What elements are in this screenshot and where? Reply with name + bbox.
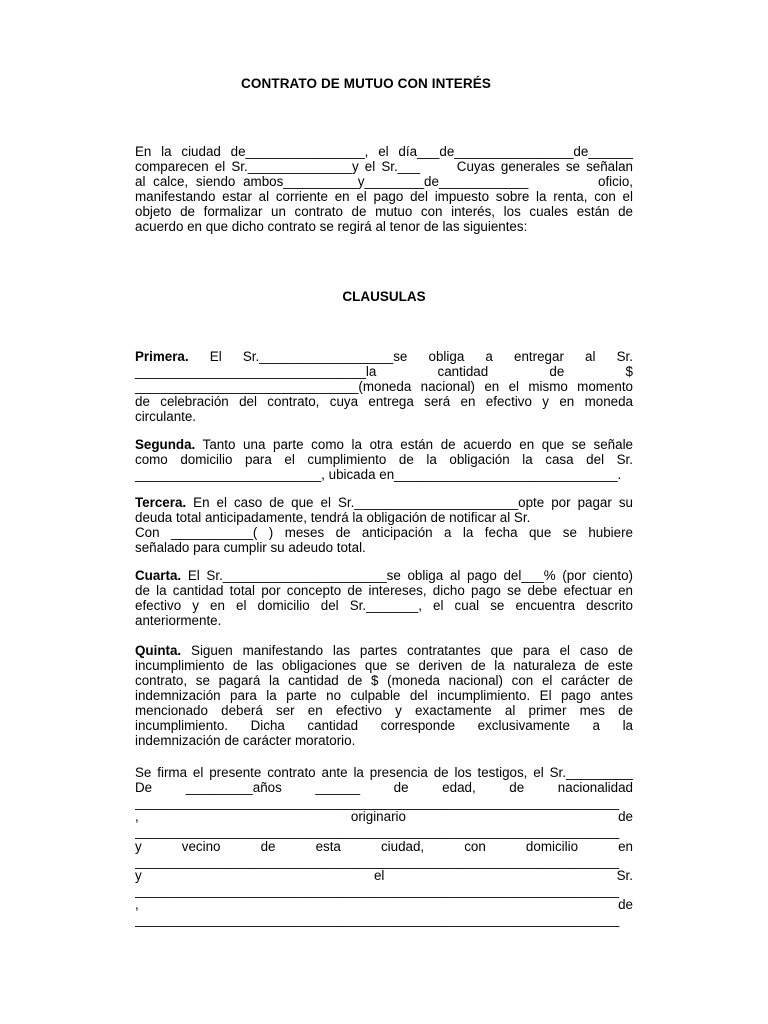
closing-line: y el Sr. — [135, 868, 633, 883]
clause-line: Con ___________( ) meses de anticipación a la fecha que se hubiere — [135, 525, 633, 540]
clause-line: anteriormente. — [135, 613, 222, 628]
blank-line: _________________________________________________________________ — [135, 824, 620, 839]
clause-line: incumplimiento de las obligaciones que se deriven de la naturaleza de este — [135, 658, 633, 673]
intro-line: objeto de formalizar un contrato de mutuo con interés, los cuales están de — [135, 204, 633, 219]
intro-line: En la ciudad de________________, el día___de________________de______ — [135, 144, 633, 159]
closing-line: , de — [135, 897, 633, 912]
clause-text: Tanto una parte como la otra están de acuerdo en que se señale — [195, 437, 633, 452]
intro-line: manifestando estar al corriente en el pago del impuesto sobre la renta, con el — [135, 189, 633, 204]
clause-line: deuda total anticipadamente, tendrá la obligación de notificar al Sr. — [135, 510, 531, 525]
clause-quinta — [135, 643, 633, 659]
clause-tercera — [135, 495, 633, 511]
clause-label: Quinta. — [135, 643, 182, 658]
clause-line: indemnización para la parte no culpable del incumplimiento. El pago antes — [135, 688, 633, 703]
clause-line: contrato, se pagará la cantidad de $ (moneda nacional) con el carácter de — [135, 673, 633, 688]
clause-cuarta — [135, 568, 633, 584]
clause-line: incumplimiento. Dicha cantidad corresponde exclusivamente a la — [135, 718, 633, 733]
clause-line: de celebración del contrato, cuya entrega será en efectivo y en moneda — [135, 394, 633, 409]
blank-line: _________________________________________________________________ — [135, 912, 620, 927]
document-title: CONTRATO DE MUTUO CON INTERÉS — [241, 76, 491, 91]
clause-line: indemnización de carácter moratorio. — [135, 733, 356, 748]
clause-line: mencionado deberá ser en efectivo y exactamente al primer mes de — [135, 703, 633, 718]
clause-label: Primera. — [135, 349, 189, 364]
closing-line: Se firma el presente contrato ante la presencia de los testigos, el Sr._________ — [135, 765, 633, 780]
blank-line: _________________________________________________________________ — [135, 883, 620, 898]
intro-line: comparecen el Sr.______________y el Sr.___ Cuyas generales se señalan — [135, 159, 633, 174]
clause-line: circulante. — [135, 409, 197, 424]
blank-line: _________________________________________________________________ — [135, 795, 620, 810]
intro-line: acuerdo en que dicho contrato se regirá al tenor de las siguientes: — [135, 219, 528, 234]
clause-text: El Sr.__________________se obliga a entregar al Sr. — [188, 349, 633, 364]
closing-line: y vecino de esta ciudad, con domicilio en — [135, 839, 633, 854]
blank-line: _________________________________________________________________ — [135, 854, 620, 869]
clause-line: _______________________________la cantidad de $ — [135, 364, 633, 379]
clause-line: como domicilio para el cumplimiento de la obligación la casa del Sr. — [135, 452, 633, 467]
clause-line: ______________________________(moneda nacional) en el mismo momento — [135, 379, 633, 394]
closing-line: De _________años ______ de edad, de nacionalidad — [135, 780, 633, 795]
clause-text: Siguen manifestando las partes contratantes que para el caso de — [181, 643, 633, 658]
clause-text: En el caso de que el Sr.______________________opte por pagar su — [186, 495, 633, 510]
clause-label: Tercera. — [135, 495, 187, 510]
intro-line: al calce, siendo ambos__________y________de____________ oficio, — [135, 174, 633, 189]
clauses-heading: CLAUSULAS — [342, 289, 426, 304]
clause-line: de la cantidad total por concepto de intereses, dicho pago se debe efectuar en — [135, 583, 633, 598]
clause-label: Cuarta. — [135, 568, 182, 583]
clause-primera — [135, 349, 633, 365]
clause-segunda — [135, 437, 633, 453]
closing-line: , originario de — [135, 809, 633, 824]
clause-text: El Sr.______________________se obliga al pago del___% (por ciento) — [181, 568, 633, 583]
clause-line: _________________________, ubicada en______________________________. — [135, 467, 622, 482]
clause-line: señalado para cumplir su adeudo total. — [135, 540, 366, 555]
clause-line: efectivo y en el domicilio del Sr._______, el cual se encuentra descrito — [135, 598, 633, 613]
clause-label: Segunda. — [135, 437, 196, 452]
